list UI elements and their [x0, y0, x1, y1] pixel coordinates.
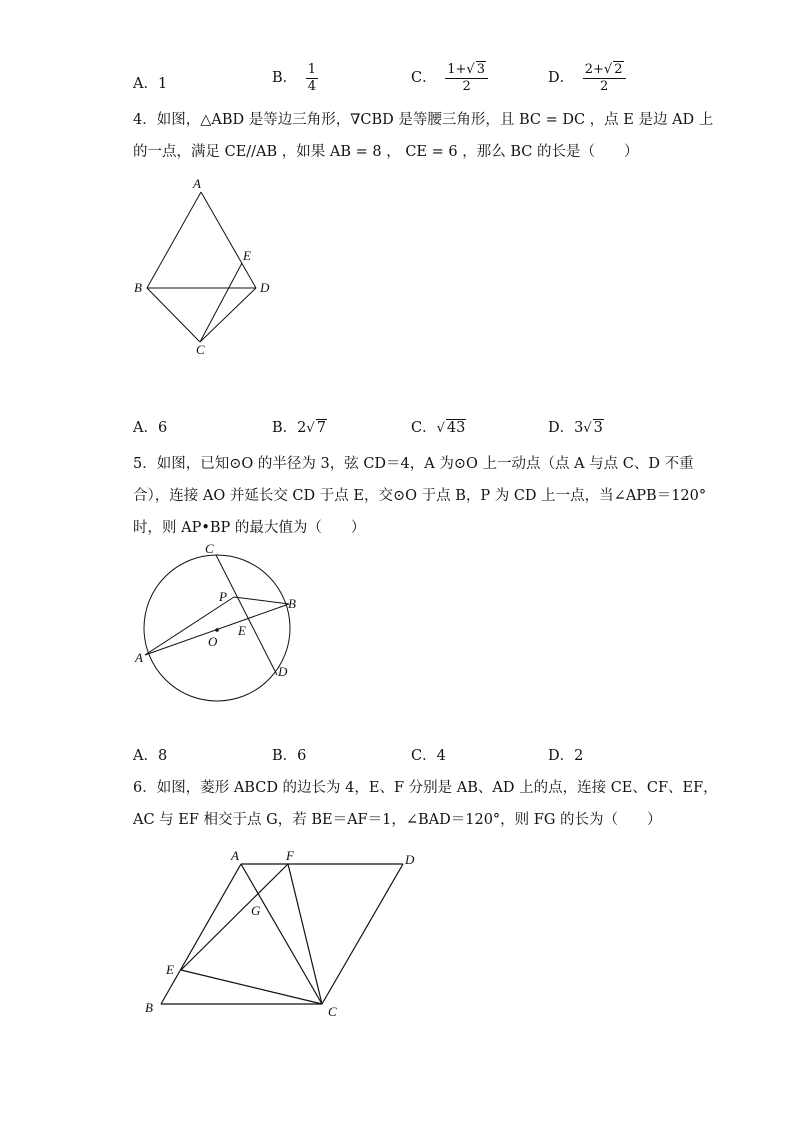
q6-segment-ec [181, 970, 322, 1004]
q4-segment-ce [200, 263, 242, 342]
q3-option-c-label: C． [411, 70, 437, 87]
q6-segment-ac [241, 864, 322, 1004]
q3-option-d [548, 63, 626, 93]
q3-option-a-value: 1 [157, 76, 168, 92]
q6-label-f: F [286, 848, 294, 863]
q4-figure [120, 170, 300, 365]
q4-label-a: A [193, 176, 201, 191]
q3-option-b [272, 63, 318, 93]
q5-label-e: E [238, 623, 246, 638]
q5-option-c: C．4 [411, 748, 446, 764]
q6-stem-line2: AC 与 EF 相交于点 G，若 BE＝AF＝1，∠BAD＝120°，则 FG 的长为（ ） [133, 812, 662, 828]
q5-segment-ap [145, 597, 234, 655]
q4-segment-dc [200, 288, 256, 342]
q5-label-b: B [288, 596, 296, 611]
q6-segment-dc [322, 864, 403, 1004]
q5-stem-line1: 5．如图，已知⊙O 的半径为 3，弦 CD＝4，A 为⊙O 上一动点（点 A 与点 C、D 不重 [133, 456, 694, 472]
q5-label-p: P [219, 589, 227, 604]
q5-option-a: A．8 [133, 748, 168, 764]
q4-option-c: C．√ 43 [411, 420, 466, 436]
q6-figure [130, 840, 430, 1030]
q5-center-point [215, 628, 219, 632]
q4-segment-ad [201, 192, 256, 288]
q4-segment-bc [147, 288, 200, 342]
q4-segment-ab [147, 192, 201, 288]
q5-circle [144, 555, 290, 701]
q6-segment-fc [288, 864, 322, 1004]
q5-option-d: D．2 [548, 748, 584, 764]
q6-label-c: C [328, 1004, 337, 1019]
q4-label-e: E [243, 248, 251, 263]
q5-label-o: O [208, 634, 218, 649]
q5-segment-pb [234, 597, 289, 604]
q4-option-d: D．3√ 3 [548, 420, 603, 436]
q3-option-c-fraction: $\frac{1+√ 3}{2}$ [445, 63, 488, 93]
q4-label-b: B [134, 280, 142, 295]
q3-option-b-fraction: $\frac{1}{4}$ [307, 62, 317, 94]
q4-label-c: C [196, 342, 205, 357]
q5-stem-line2: 合），连接 AO 并延长交 CD 于点 E，交⊙O 于点 B，P 为 CD 上一点，当∠APB＝120° [133, 488, 707, 504]
q5-label-c: C [205, 541, 214, 556]
q5-label-a: A [135, 650, 143, 665]
q4-stem-line2: 的一点，满足 CE//AB ，如果 AB = 8 ， CE = 6 ，那么 BC 的长是（ ） [133, 144, 639, 160]
q6-label-g: G [251, 903, 261, 918]
q5-option-b: B．6 [272, 748, 307, 764]
q6-segment-ab [161, 864, 241, 1004]
q5-label-d: D [278, 664, 288, 679]
q3-option-d-fraction: $\frac{2+√ 2}{2}$ [583, 63, 626, 93]
q4-stem-line1: 4．如图，△ABD 是等边三角形，∇CBD 是等腰三角形，且 BC = DC ，点 E 是边 AD 上 [133, 112, 714, 128]
q3-option-b-label: B． [272, 70, 298, 87]
q6-label-d: D [405, 852, 415, 867]
q5-chord-cd [216, 555, 277, 675]
q4-option-b: B．2√ 7 [272, 420, 326, 436]
q3-option-c [411, 63, 488, 93]
q3-option-a-label: A． [133, 76, 158, 92]
q4-label-d: D [260, 280, 270, 295]
q5-stem-line3: 时，则 AP•BP 的最大值为（ ） [133, 520, 366, 536]
q6-label-e: E [166, 962, 174, 977]
q6-stem-line1: 6．如图，菱形 ABCD 的边长为 4，E、F 分别是 AB、AD 上的点，连接 CE、CF、EF， [133, 780, 718, 796]
q3-option-a [133, 72, 167, 93]
q4-option-a: A．6 [133, 420, 168, 436]
q3-option-d-label: D． [548, 70, 575, 87]
q6-label-b: B [145, 1000, 153, 1015]
q5-figure [130, 538, 320, 708]
q6-label-a: A [231, 848, 239, 863]
